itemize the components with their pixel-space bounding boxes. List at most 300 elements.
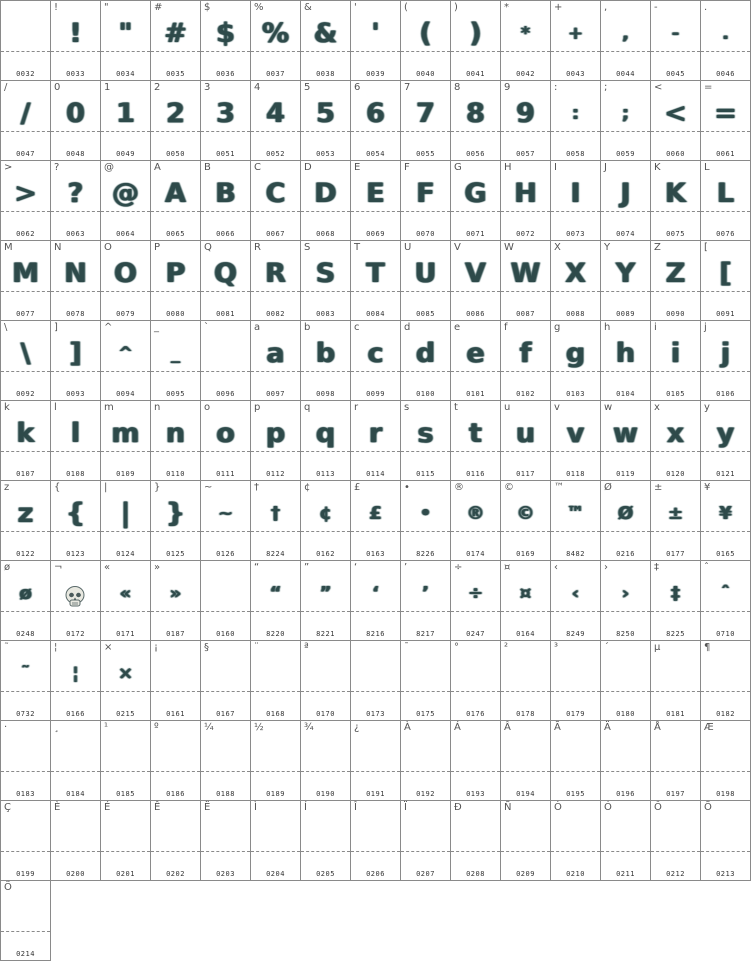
glyph-cell	[650, 400, 701, 481]
cell-codepoint-label: 0048	[66, 150, 85, 158]
glyph-cell	[0, 400, 51, 481]
glyph-preview: ˜	[21, 663, 30, 684]
cell-character-label: s	[404, 402, 410, 413]
cell-codepoint-label: 0123	[66, 550, 85, 558]
glyph-cell	[700, 80, 751, 161]
glyph-preview: Y	[615, 258, 636, 289]
cell-character-label: Y	[604, 242, 611, 253]
glyph-preview: o	[216, 418, 235, 449]
glyph-cell	[250, 720, 301, 801]
glyph-cell	[450, 640, 501, 721]
cell-character-label: y	[704, 402, 710, 413]
cell-character-label: ¸	[54, 722, 59, 733]
glyph-cell	[400, 720, 451, 801]
glyph-preview	[151, 815, 200, 853]
glyph-cell	[50, 320, 101, 401]
cell-character-label: +	[554, 2, 563, 13]
cell-codepoint-label: 8221	[316, 630, 335, 638]
cell-character-label: Ì	[254, 802, 257, 813]
cell-character-label: »	[154, 562, 161, 573]
glyph-cell	[300, 800, 351, 881]
cell-codepoint-label: 0168	[266, 710, 285, 718]
glyph-preview: |	[120, 498, 131, 529]
cell-codepoint-label: 0059	[616, 150, 635, 158]
glyph-cell	[600, 720, 651, 801]
cell-character-label: ,	[604, 2, 608, 13]
cell-character-label: L	[704, 162, 710, 173]
glyph-cell	[650, 720, 701, 801]
cell-character-label: Ð	[454, 802, 462, 813]
cell-character-label: E	[354, 162, 361, 173]
glyph-preview: [	[719, 258, 732, 289]
cell-codepoint-label: 0199	[16, 870, 35, 878]
glyph-cell	[650, 480, 701, 561]
glyph-cell	[200, 640, 251, 721]
cell-character-label: ¿	[354, 722, 360, 733]
glyph-cell	[550, 400, 601, 481]
glyph-preview: \	[20, 338, 31, 369]
cell-codepoint-label: 0101	[466, 390, 485, 398]
glyph-cell	[350, 400, 401, 481]
glyph-preview: b	[315, 338, 336, 369]
glyph-cell	[300, 560, 351, 641]
glyph-preview: &	[313, 18, 338, 49]
cell-codepoint-label: 0077	[16, 310, 35, 318]
glyph-preview: c	[367, 338, 384, 369]
glyph-cell	[50, 0, 101, 81]
cell-character-label: ø	[4, 562, 11, 573]
cell-codepoint-label: 0118	[566, 470, 585, 478]
cell-character-label: I	[554, 162, 557, 173]
glyph-preview: R	[265, 258, 286, 289]
cell-codepoint-label: 0205	[316, 870, 335, 878]
glyph-preview	[701, 735, 750, 773]
glyph-preview: O	[114, 258, 137, 289]
cell-codepoint-label: 8250	[616, 630, 635, 638]
cell-character-label: ³	[554, 642, 559, 653]
glyph-cell	[700, 0, 751, 81]
glyph-preview	[501, 815, 550, 853]
cell-codepoint-label: 0175	[416, 710, 435, 718]
cell-character-label: †	[254, 482, 259, 493]
glyph-preview: s	[417, 418, 434, 449]
cell-codepoint-label: 0105	[666, 390, 685, 398]
glyph-cell	[200, 800, 251, 881]
cell-character-label: =	[704, 82, 713, 93]
glyph-cell	[450, 800, 501, 881]
glyph-preview: †	[271, 503, 280, 524]
cell-character-label: K	[654, 162, 661, 173]
glyph-preview: y	[716, 418, 735, 449]
glyph-cell	[550, 720, 601, 801]
cell-codepoint-label: 0085	[416, 310, 435, 318]
cell-codepoint-label: 0162	[316, 550, 335, 558]
glyph-preview: (	[419, 18, 432, 49]
glyph-cell	[600, 640, 651, 721]
cell-character-label: ˜	[4, 642, 9, 653]
cell-character-label: m	[104, 402, 114, 413]
cell-character-label: ®	[454, 482, 464, 493]
cell-codepoint-label: 0192	[416, 790, 435, 798]
glyph-preview	[401, 735, 450, 773]
cell-codepoint-label: 0179	[566, 710, 585, 718]
cell-codepoint-label: 0209	[516, 870, 535, 878]
glyph-cell	[700, 240, 751, 321]
glyph-cell	[100, 480, 151, 561]
cell-character-label: ¬	[54, 562, 63, 573]
cell-character-label: 0	[54, 82, 61, 93]
glyph-preview: .	[722, 23, 729, 44]
cell-character-label: q	[304, 402, 311, 413]
cell-character-label: b	[304, 322, 311, 333]
cell-character-label: «	[104, 562, 111, 573]
cell-character-label: u	[504, 402, 511, 413]
cell-codepoint-label: 0076	[716, 230, 735, 238]
cell-character-label: ²	[504, 642, 509, 653]
cell-character-label: i	[654, 322, 657, 333]
cell-codepoint-label: 0068	[316, 230, 335, 238]
cell-codepoint-label: 0106	[716, 390, 735, 398]
glyph-cell	[200, 400, 251, 481]
cell-codepoint-label: 0086	[466, 310, 485, 318]
cell-character-label: ‹	[554, 562, 558, 573]
glyph-cell	[500, 400, 551, 481]
cell-character-label: ¯	[404, 642, 409, 653]
cell-character-label: V	[454, 242, 461, 253]
glyph-cell	[250, 560, 301, 641]
glyph-cell	[350, 720, 401, 801]
cell-character-label: Ò	[554, 802, 562, 813]
cell-codepoint-label: 0038	[316, 70, 335, 78]
glyph-preview: 3	[216, 98, 235, 129]
glyph-cell	[450, 560, 501, 641]
cell-character-label: :	[554, 82, 558, 93]
glyph-cell	[200, 0, 251, 81]
glyph-preview	[551, 735, 600, 773]
glyph-preview: x	[666, 418, 685, 449]
glyph-preview	[451, 655, 500, 693]
glyph-preview: Q	[214, 258, 237, 289]
skull-icon	[63, 585, 87, 609]
cell-character-label: l	[54, 402, 57, 413]
glyph-cell	[600, 80, 651, 161]
glyph-preview: H	[514, 178, 537, 209]
glyph-preview: a	[266, 338, 285, 369]
glyph-cell	[300, 320, 351, 401]
glyph-preview: ,	[622, 23, 629, 44]
glyph-preview	[51, 815, 100, 853]
cell-codepoint-label: 0095	[166, 390, 185, 398]
cell-character-label: x	[654, 402, 660, 413]
glyph-cell	[250, 480, 301, 561]
cell-character-label: Á	[454, 722, 461, 733]
glyph-preview: N	[64, 258, 87, 289]
cell-codepoint-label: 0120	[666, 470, 685, 478]
glyph-preview: 4	[266, 98, 285, 129]
glyph-preview: ±	[667, 503, 684, 524]
glyph-cell	[100, 320, 151, 401]
cell-character-label: $	[204, 2, 211, 13]
glyph-preview	[601, 735, 650, 773]
cell-character-label: -	[654, 2, 658, 13]
glyph-preview: P	[165, 258, 186, 289]
glyph-cell	[400, 480, 451, 561]
glyph-preview: J	[620, 178, 631, 209]
glyph-preview	[51, 735, 100, 773]
cell-character-label: @	[104, 162, 114, 173]
cell-codepoint-label: 0215	[116, 710, 135, 718]
cell-character-label: ’	[404, 562, 408, 573]
glyph-preview: U	[414, 258, 437, 289]
glyph-preview: 2	[166, 98, 185, 129]
glyph-preview	[251, 655, 300, 693]
glyph-cell	[500, 80, 551, 161]
cell-codepoint-label: 0202	[166, 870, 185, 878]
glyph-cell	[400, 640, 451, 721]
glyph-cell	[500, 160, 551, 241]
cell-character-label: Ç	[4, 802, 11, 813]
cell-codepoint-label: 8224	[266, 550, 285, 558]
glyph-cell	[50, 400, 101, 481]
cell-codepoint-label: 0732	[16, 710, 35, 718]
cell-codepoint-label: 0183	[16, 790, 35, 798]
glyph-cell	[50, 240, 101, 321]
glyph-preview: l	[70, 418, 81, 449]
glyph-cell	[150, 720, 201, 801]
cell-character-label: f	[504, 322, 508, 333]
glyph-cell	[700, 400, 751, 481]
cell-codepoint-label: 0190	[316, 790, 335, 798]
glyph-preview: ‹	[571, 583, 580, 604]
cell-character-label: 6	[354, 82, 361, 93]
cell-codepoint-label: 0167	[216, 710, 235, 718]
cell-character-label: #	[154, 2, 163, 13]
glyph-cell	[200, 240, 251, 321]
glyph-cell	[600, 480, 651, 561]
glyph-preview	[601, 655, 650, 693]
glyph-cell	[350, 800, 401, 881]
cell-codepoint-label: 0170	[316, 710, 335, 718]
cell-codepoint-label: 0112	[266, 470, 285, 478]
cell-character-label: 1	[104, 82, 111, 93]
cell-character-label: B	[204, 162, 211, 173]
cell-character-label: `	[204, 322, 209, 333]
cell-codepoint-label: 0201	[116, 870, 135, 878]
cell-codepoint-label: 0126	[216, 550, 235, 558]
cell-character-label: Æ	[704, 722, 714, 733]
cell-character-label: O	[104, 242, 112, 253]
glyph-preview: {	[65, 498, 86, 529]
cell-character-label: %	[254, 2, 264, 13]
glyph-preview: ”	[319, 583, 332, 604]
cell-codepoint-label: 0037	[266, 70, 285, 78]
glyph-cell	[150, 320, 201, 401]
cell-character-label: ¶	[704, 642, 711, 653]
cell-character-label: r	[354, 402, 359, 413]
cell-character-label: ×	[104, 642, 113, 653]
glyph-preview: T	[366, 258, 385, 289]
cell-character-label: e	[454, 322, 461, 333]
cell-codepoint-label: 0056	[466, 150, 485, 158]
cell-codepoint-label: 0206	[366, 870, 385, 878]
glyph-cell	[0, 240, 51, 321]
glyph-cell	[250, 160, 301, 241]
cell-codepoint-label: 0177	[666, 550, 685, 558]
glyph-cell	[100, 240, 151, 321]
glyph-preview: _	[171, 343, 180, 364]
glyph-preview	[701, 655, 750, 693]
glyph-preview: $	[216, 18, 235, 49]
glyph-cell	[450, 480, 501, 561]
glyph-cell	[150, 800, 201, 881]
glyph-cell	[700, 160, 751, 241]
cell-codepoint-label: 0073	[566, 230, 585, 238]
cell-codepoint-label: 0036	[216, 70, 235, 78]
glyph-cell	[400, 560, 451, 641]
cell-codepoint-label: 0122	[16, 550, 35, 558]
cell-codepoint-label: 0164	[516, 630, 535, 638]
cell-codepoint-label: 0189	[266, 790, 285, 798]
cell-codepoint-label: 0161	[166, 710, 185, 718]
glyph-preview	[651, 655, 700, 693]
glyph-cell	[150, 400, 201, 481]
cell-codepoint-label: 0216	[616, 550, 635, 558]
cell-character-label: “	[254, 562, 260, 573]
cell-codepoint-label: 0064	[116, 230, 135, 238]
glyph-cell	[200, 480, 251, 561]
glyph-preview: W	[510, 258, 541, 289]
cell-codepoint-label: 0210	[566, 870, 585, 878]
glyph-preview: D	[314, 178, 337, 209]
glyph-cell	[300, 640, 351, 721]
cell-character-label: >	[4, 162, 13, 173]
glyph-cell	[500, 240, 551, 321]
cell-codepoint-label: 0054	[366, 150, 385, 158]
cell-character-label: ;	[604, 82, 608, 93]
cell-character-label: |	[104, 482, 108, 493]
glyph-preview	[501, 735, 550, 773]
glyph-cell	[650, 0, 701, 81]
cell-codepoint-label: 0058	[566, 150, 585, 158]
glyph-preview: ?	[67, 178, 84, 209]
cell-character-label: T	[354, 242, 361, 253]
cell-character-label: t	[454, 402, 458, 413]
cell-codepoint-label: 0033	[66, 70, 85, 78]
cell-codepoint-label: 0049	[116, 150, 135, 158]
cell-codepoint-label: 0063	[66, 230, 85, 238]
glyph-preview: *	[520, 23, 531, 44]
glyph-cell	[250, 0, 301, 81]
glyph-cell	[150, 640, 201, 721]
glyph-preview: r	[368, 418, 383, 449]
glyph-cell	[300, 80, 351, 161]
glyph-preview	[201, 655, 250, 693]
cell-codepoint-label: 0214	[16, 950, 35, 958]
glyph-cell	[500, 800, 551, 881]
cell-codepoint-label: 0174	[466, 550, 485, 558]
cell-codepoint-label: 0099	[366, 390, 385, 398]
cell-character-label: ™	[554, 482, 564, 493]
cell-character-label: 8	[454, 82, 461, 93]
glyph-preview	[401, 815, 450, 853]
glyph-cell	[300, 720, 351, 801]
glyph-preview: ’	[422, 583, 429, 604]
glyph-preview: /	[20, 98, 31, 129]
cell-character-label: &	[304, 2, 312, 13]
cell-codepoint-label: 8217	[416, 630, 435, 638]
glyph-preview: d	[415, 338, 436, 369]
glyph-preview	[651, 815, 700, 853]
cell-character-label: k	[4, 402, 10, 413]
cell-character-label: Ï	[404, 802, 407, 813]
glyph-cell	[250, 240, 301, 321]
cell-codepoint-label: 8249	[566, 630, 585, 638]
cell-codepoint-label: 0092	[16, 390, 35, 398]
cell-codepoint-label: 0163	[366, 550, 385, 558]
glyph-cell	[100, 640, 151, 721]
glyph-cell	[700, 480, 751, 561]
cell-codepoint-label: 0091	[716, 310, 735, 318]
cell-character-label: ¨	[254, 642, 259, 653]
glyph-cell	[500, 0, 551, 81]
cell-character-label: 4	[254, 82, 261, 93]
glyph-preview	[201, 335, 250, 373]
cell-character-label: È	[54, 802, 61, 813]
cell-character-label: /	[4, 82, 8, 93]
glyph-cell	[650, 160, 701, 241]
glyph-preview	[151, 735, 200, 773]
cell-codepoint-label: 0180	[616, 710, 635, 718]
glyph-cell	[650, 320, 701, 401]
cell-character-label: ¦	[54, 642, 58, 653]
glyph-preview	[701, 815, 750, 853]
cell-character-label: ^	[104, 322, 113, 333]
cell-character-label: 7	[404, 82, 411, 93]
glyph-preview: 8	[466, 98, 485, 129]
cell-character-label: ±	[654, 482, 663, 493]
cell-character-label: {	[54, 482, 61, 493]
cell-character-label: Ã	[554, 722, 561, 733]
glyph-cell	[0, 720, 51, 801]
cell-character-label: <	[654, 82, 663, 93]
glyph-cell	[50, 720, 101, 801]
glyph-preview: i	[670, 338, 681, 369]
cell-character-label: £	[354, 482, 361, 493]
cell-character-label: C	[254, 162, 261, 173]
glyph-preview: V	[465, 258, 486, 289]
cell-codepoint-label: 0197	[666, 790, 685, 798]
cell-codepoint-label: 0104	[616, 390, 635, 398]
cell-codepoint-label: 0061	[716, 150, 735, 158]
glyph-preview: <	[664, 98, 687, 129]
glyph-preview: L	[716, 178, 735, 209]
cell-character-label: Ä	[604, 722, 611, 733]
glyph-cell	[550, 800, 601, 881]
glyph-preview: ^	[117, 343, 134, 364]
glyph-preview	[301, 735, 350, 773]
cell-character-label: U	[404, 242, 412, 253]
cell-character-label: ª	[304, 642, 309, 653]
glyph-preview	[1, 895, 50, 933]
glyph-preview	[101, 735, 150, 773]
cell-codepoint-label: 0203	[216, 870, 235, 878]
glyph-preview: 5	[316, 98, 335, 129]
cell-codepoint-label: 0080	[166, 310, 185, 318]
glyph-cell	[250, 640, 301, 721]
cell-character-label: ©	[504, 482, 514, 493]
glyph-cell	[400, 80, 451, 161]
cell-character-label: Ê	[154, 802, 161, 813]
